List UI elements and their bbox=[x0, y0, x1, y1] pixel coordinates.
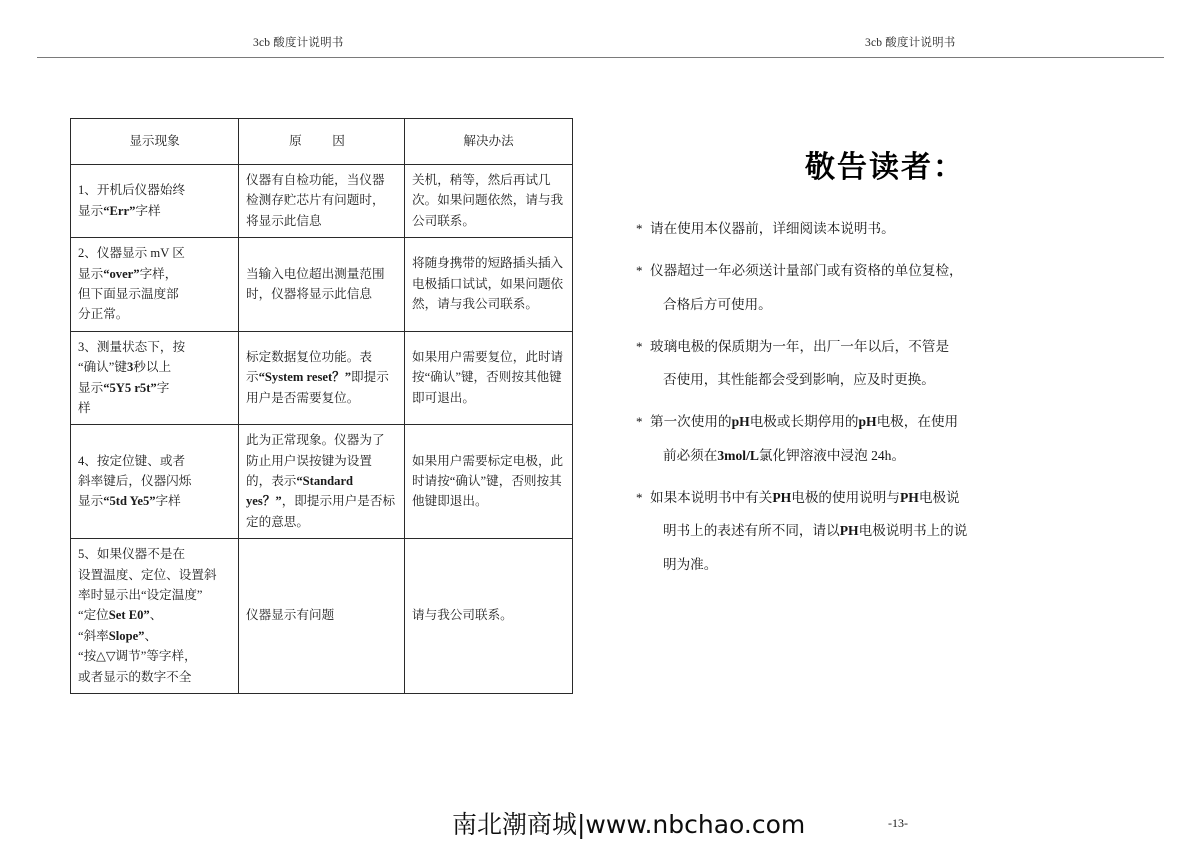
symptom-line: 样 bbox=[78, 400, 91, 415]
display-code: “Standard yes？” bbox=[246, 474, 354, 509]
bullet-star-icon: * bbox=[636, 338, 643, 354]
page-header bbox=[37, 34, 1164, 58]
header-divider-rule bbox=[37, 57, 1164, 58]
notice-line: 合格后方可使用。 bbox=[663, 296, 772, 312]
notice-line: 请在使用本仪器前，详细阅读本说明书。 bbox=[650, 221, 895, 236]
column-header-cause: 原 因 bbox=[239, 119, 405, 165]
cell-solution: 如果用户需要复位，此时请按“确认”键，否则按其他键即可退出。 bbox=[405, 331, 573, 425]
notice-line: 明书上的表述有所不同，请以PH电极说明书上的说 bbox=[663, 523, 968, 539]
table-row bbox=[71, 238, 573, 332]
table-row bbox=[71, 539, 573, 694]
page-number: -13- bbox=[888, 816, 908, 830]
table-row bbox=[71, 425, 573, 539]
symptom-line: 显示“Err”字样 bbox=[78, 203, 161, 218]
duration-value: 3 bbox=[126, 360, 134, 375]
table-row bbox=[71, 331, 573, 425]
bullet-star-icon: * bbox=[636, 263, 643, 279]
bullet-star-icon: * bbox=[636, 221, 643, 236]
cell-symptom bbox=[71, 425, 239, 539]
ph-term: pH bbox=[731, 414, 750, 430]
cell-symptom bbox=[71, 165, 239, 238]
symptom-line: 斜率键后，仪器闪烁 bbox=[78, 474, 192, 489]
notice-line: 如果本说明书中有关PH电极的使用说明与PH电极说 bbox=[650, 490, 960, 506]
ph-term: PH bbox=[772, 490, 792, 506]
column-header-solution: 解决办法 bbox=[405, 119, 573, 165]
symptom-line: “按△▽调节”等字样， bbox=[78, 649, 197, 664]
symptom-line: 2、仪器显示 mV 区 bbox=[78, 246, 185, 261]
notice-item bbox=[636, 254, 1128, 321]
display-code: “5Y5 r5t” bbox=[103, 380, 157, 395]
cell-cause: 当输入电位超出测量范围时，仪器将显示此信息 bbox=[239, 238, 405, 332]
notice-item bbox=[636, 405, 1128, 472]
bullet-star-icon: * bbox=[636, 490, 643, 506]
symptom-line: 率时显示出“设定温度” bbox=[78, 588, 203, 603]
symptom-line: 5、如果仪器不是在 bbox=[78, 547, 186, 562]
cell-symptom bbox=[71, 238, 239, 332]
header-title-left: 3cb 酸度计说明书 bbox=[253, 37, 344, 49]
display-code: “5td Ye5” bbox=[103, 494, 156, 509]
notice-line: 第一次使用的pH电极或长期停用的pH电极，在使用 bbox=[650, 414, 959, 430]
symptom-line: 或者显示的数字不全 bbox=[78, 669, 192, 684]
table-header-row bbox=[71, 119, 573, 165]
display-code: Slope” bbox=[108, 628, 145, 643]
notice-line: 仪器超过一年必须送计量部门或有资格的单位复检， bbox=[650, 263, 963, 279]
symptom-line: 4、按定位键、或者 bbox=[78, 453, 186, 468]
display-code: “Err” bbox=[103, 203, 136, 218]
display-code: “over” bbox=[103, 266, 140, 281]
cell-cause: 标定数据复位功能。表示“System reset？”即提示用户是否需要复位。 bbox=[239, 331, 405, 425]
cell-cause: 此为正常现象。仪器为了防止用户误按键为设置的，表示“Standard yes？”，即提示用户是否标定的意思。 bbox=[239, 425, 405, 539]
symptom-line: 但下面显示温度部 bbox=[78, 286, 179, 301]
symptom-line: 显示“5Y5 r5t”字 bbox=[78, 380, 170, 395]
symptom-line: 3、测量状态下，按 bbox=[78, 339, 186, 354]
troubleshooting-table bbox=[70, 118, 573, 694]
notice-line: 明为准。 bbox=[663, 556, 718, 572]
cell-cause: 仪器有自检功能，当仪器检测存贮芯片有问题时，将显示此信息 bbox=[239, 165, 405, 238]
notice-item bbox=[636, 481, 1128, 581]
cell-solution: 将随身携带的短路插头插入电极插口试试，如果问题依然，请与我公司联系。 bbox=[405, 238, 573, 332]
symptom-line: “斜率Slope”、 bbox=[78, 628, 158, 643]
notice-line: 前必须在3mol/L氯化钾溶液中浸泡 24h。 bbox=[663, 447, 906, 463]
notice-line: 玻璃电极的保质期为一年，出厂一年以后，不管是 bbox=[650, 338, 950, 354]
troubleshooting-table-container bbox=[70, 118, 572, 694]
symptom-line: “定位Set E0”、 bbox=[78, 608, 163, 623]
cell-symptom bbox=[71, 539, 239, 694]
cell-symptom bbox=[71, 331, 239, 425]
symptom-line: 1、开机后仪器始终 bbox=[78, 183, 186, 198]
table-row bbox=[71, 165, 573, 238]
symptom-line: 分正常。 bbox=[78, 307, 129, 322]
display-code: “System reset？” bbox=[258, 370, 352, 385]
symptom-line: 设置温度、定位、设置斜 bbox=[78, 567, 217, 582]
display-code: Set E0” bbox=[108, 608, 150, 623]
concentration-value: 3mol/L bbox=[717, 447, 759, 463]
header-title-right: 3cb 酸度计说明书 bbox=[865, 37, 956, 49]
bullet-star-icon: * bbox=[636, 414, 643, 430]
ph-term: pH bbox=[858, 414, 877, 430]
symptom-line: 显示“over”字样， bbox=[78, 266, 178, 281]
cell-cause: 仪器显示有问题 bbox=[239, 539, 405, 694]
symptom-line: “确认”键3秒以上 bbox=[78, 360, 172, 375]
notice-title: 敬告读者： bbox=[805, 151, 965, 184]
notice-line: 否使用，其性能都会受到影响，应及时更换。 bbox=[663, 372, 935, 388]
ph-term: PH bbox=[899, 490, 919, 506]
column-header-symptom: 显示现象 bbox=[71, 119, 239, 165]
notice-to-readers-section bbox=[636, 142, 1128, 590]
notice-item bbox=[636, 212, 1128, 245]
footer-brand-watermark: 南北潮商城|www.nbchao.com bbox=[452, 810, 806, 839]
symptom-line: 显示“5td Ye5”字样 bbox=[78, 494, 181, 509]
cell-solution: 关机，稍等，然后再试几次。如果问题依然，请与我公司联系。 bbox=[405, 165, 573, 238]
ph-term: PH bbox=[839, 523, 859, 539]
notice-item bbox=[636, 330, 1128, 397]
cell-solution: 请与我公司联系。 bbox=[405, 539, 573, 694]
cell-solution: 如果用户需要标定电极，此时请按“确认”键，否则按其他键即退出。 bbox=[405, 425, 573, 539]
